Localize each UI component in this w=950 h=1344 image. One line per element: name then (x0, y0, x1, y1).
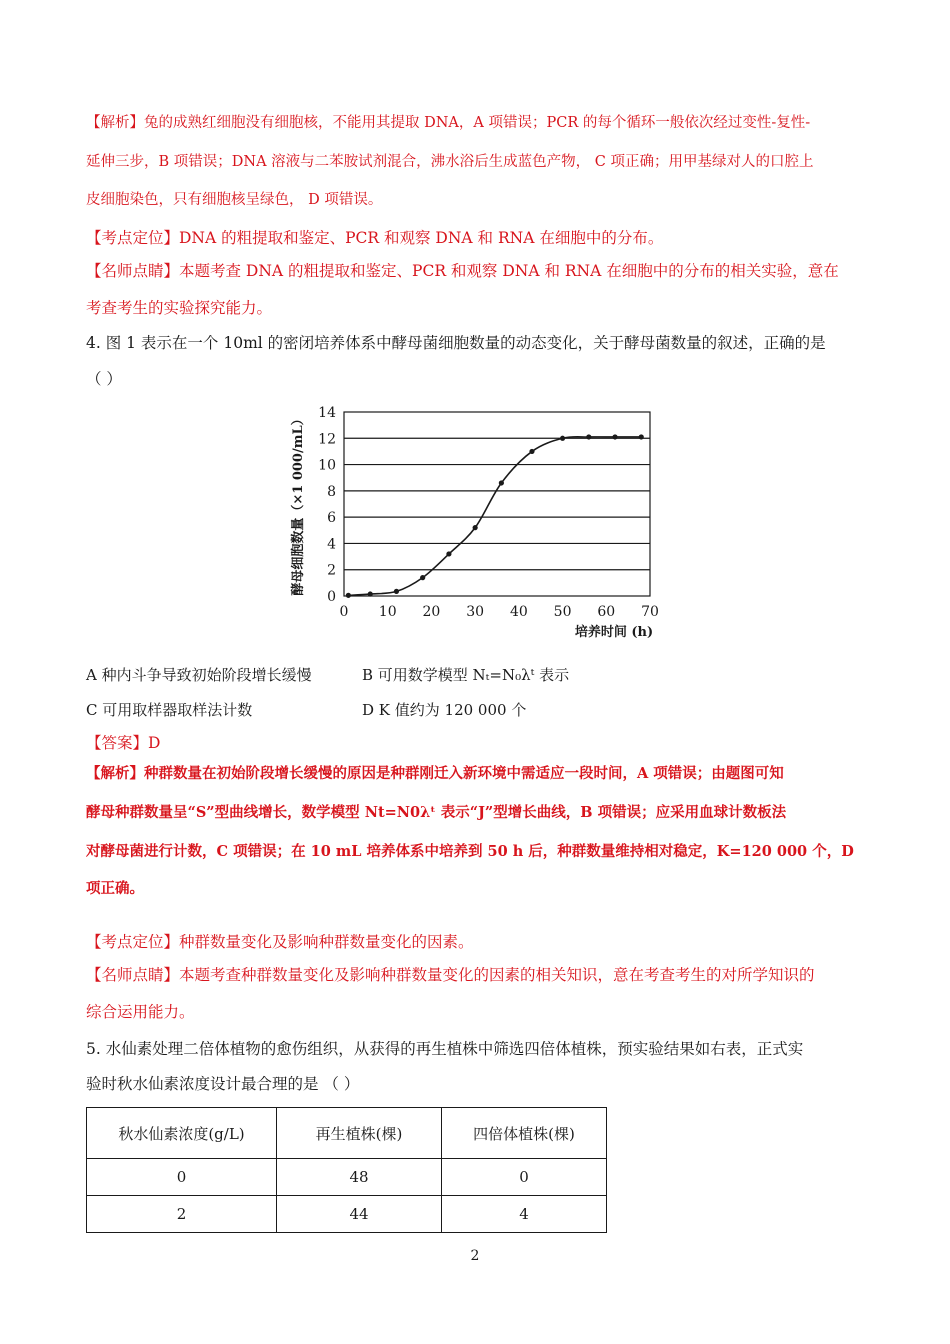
data-point (446, 551, 451, 556)
table-cell: 0 (442, 1159, 607, 1196)
data-points (346, 434, 644, 598)
x-tick-label: 10 (378, 604, 397, 620)
q4-kaodian: 【考点定位】种群数量变化及影响种群数量变化的因素。 (86, 933, 474, 951)
q4-stem-line2: （ ） (86, 370, 122, 388)
y-axis-label: 酵母细胞数量（×1 000/mL） (291, 412, 306, 596)
data-point (499, 480, 504, 485)
q4-option-a: A 种内斗争导致初始阶段增长缓慢 (86, 666, 312, 684)
data-point (586, 434, 591, 439)
q3-analysis-line1: 【解析】兔的成熟红细胞没有细胞核，不能用其提取 DNA，A 项错误；PCR 的每个循环一般依次经过变性-复性- (86, 115, 811, 131)
data-point (560, 436, 565, 441)
data-point (529, 449, 534, 454)
table-cell: 0 (87, 1159, 277, 1196)
table-header-cell: 再生植株(棵) (277, 1108, 442, 1159)
x-axis-label: 培养时间 (h) (574, 625, 654, 640)
table-header-cell: 四倍体植株(棵) (442, 1108, 607, 1159)
q4-analysis-line2: 酵母种群数量呈“S”型曲线增长，数学模型 Nt=N0λᵗ 表示“J”型增长曲线，B 项错误；应采用血球计数板法 (86, 804, 787, 821)
chart-gridlines (344, 438, 650, 569)
q4-analysis-line1: 【解析】种群数量在初始阶段增长缓慢的原因是种群刚迁入新环境中需适应一段时间，A 项错误；由题图可知 (86, 765, 784, 782)
x-tick-label: 40 (509, 604, 528, 620)
y-tick-label: 14 (318, 405, 336, 421)
data-point (394, 589, 399, 594)
q4-mingshi-line1: 【名师点睛】本题考查种群数量变化及影响种群数量变化的因素的相关知识，意在考查考生的对所学知识的 (86, 966, 815, 984)
plot-frame (344, 412, 650, 596)
y-tick-label: 8 (327, 483, 336, 500)
table-cell: 44 (277, 1196, 442, 1233)
y-tick-label: 10 (318, 457, 336, 474)
colchicine-table (86, 1107, 607, 1233)
q4-option-d: D K 值约为 120 000 个 (362, 701, 527, 719)
x-tick-label: 30 (466, 604, 485, 620)
y-tick-labels (318, 405, 336, 605)
data-point (346, 593, 351, 598)
table-header-row (87, 1108, 607, 1159)
table-row (87, 1159, 607, 1196)
table-cell: 48 (277, 1159, 442, 1196)
q3-mingshi-line2: 考查考生的实验探究能力。 (86, 299, 273, 317)
data-point (368, 591, 373, 596)
q4-analysis-line3: 对酵母菌进行计数，C 项错误；在 10 mL 培养体系中培养到 50 h 后，种群数量维持相对稳定，K=120 000 个，D (86, 843, 854, 860)
y-tick-label: 12 (318, 431, 336, 448)
q4-option-b: B 可用数学模型 Nₜ=N₀λᵗ 表示 (362, 666, 570, 684)
q5-stem-line1: 5. 水仙素处理二倍体植物的愈伤组织，从获得的再生植株中筛选四倍体植株，预实验结果如右表，正式实 (86, 1040, 804, 1058)
q3-mingshi-line1: 【名师点睛】本题考查 DNA 的粗提取和鉴定、PCR 和观察 DNA 和 RNA 在细胞中的分布的相关实验，意在 (86, 262, 839, 280)
yeast-growth-chart (286, 404, 676, 644)
q3-analysis-line2: 延伸三步，B 项错误；DNA 溶液与二苯胺试剂混合，沸水浴后生成蓝色产物， C 项正确；用甲基绿对人的口腔上 (86, 154, 814, 170)
q4-option-c: C 可用取样器取样法计数 (86, 701, 253, 719)
q3-analysis-line3: 皮细胞染色，只有细胞核呈绿色， D 项错误。 (86, 192, 383, 208)
table-header-cell: 秋水仙素浓度(g/L) (87, 1108, 277, 1159)
x-tick-label: 0 (339, 604, 349, 620)
table-cell: 2 (87, 1196, 277, 1233)
growth-curve (348, 437, 641, 596)
data-point (639, 434, 644, 439)
q4-mingshi-line2: 综合运用能力。 (86, 1003, 195, 1021)
x-tick-label: 50 (553, 604, 572, 620)
q5-stem-line2: 验时秋水仙素浓度设计最合理的是 （ ） (86, 1075, 360, 1093)
x-tick-label: 60 (597, 604, 616, 620)
y-tick-label: 2 (327, 562, 336, 579)
data-point (612, 434, 617, 439)
x-tick-label: 20 (422, 604, 441, 620)
data-point (420, 575, 425, 580)
q4-answer: 【答案】D (86, 734, 161, 752)
q4-stem-line1: 4. 图 1 表示在一个 10ml 的密闭培养体系中酵母菌细胞数量的动态变化，关于酵母菌数量的叙述，正确的是 (86, 334, 826, 352)
x-tick-label: 70 (641, 604, 659, 620)
data-point (473, 525, 478, 530)
page-number: 2 (470, 1248, 480, 1264)
y-tick-label: 6 (327, 510, 336, 527)
table-row (87, 1196, 607, 1233)
y-tick-label: 0 (327, 589, 336, 605)
q3-kaodian: 【考点定位】DNA 的粗提取和鉴定、PCR 和观察 DNA 和 RNA 在细胞中的分布。 (86, 229, 664, 247)
q4-analysis-line4: 项正确。 (86, 880, 144, 897)
y-tick-label: 4 (327, 536, 336, 553)
x-tick-labels (340, 604, 659, 620)
table-cell: 4 (442, 1196, 607, 1233)
